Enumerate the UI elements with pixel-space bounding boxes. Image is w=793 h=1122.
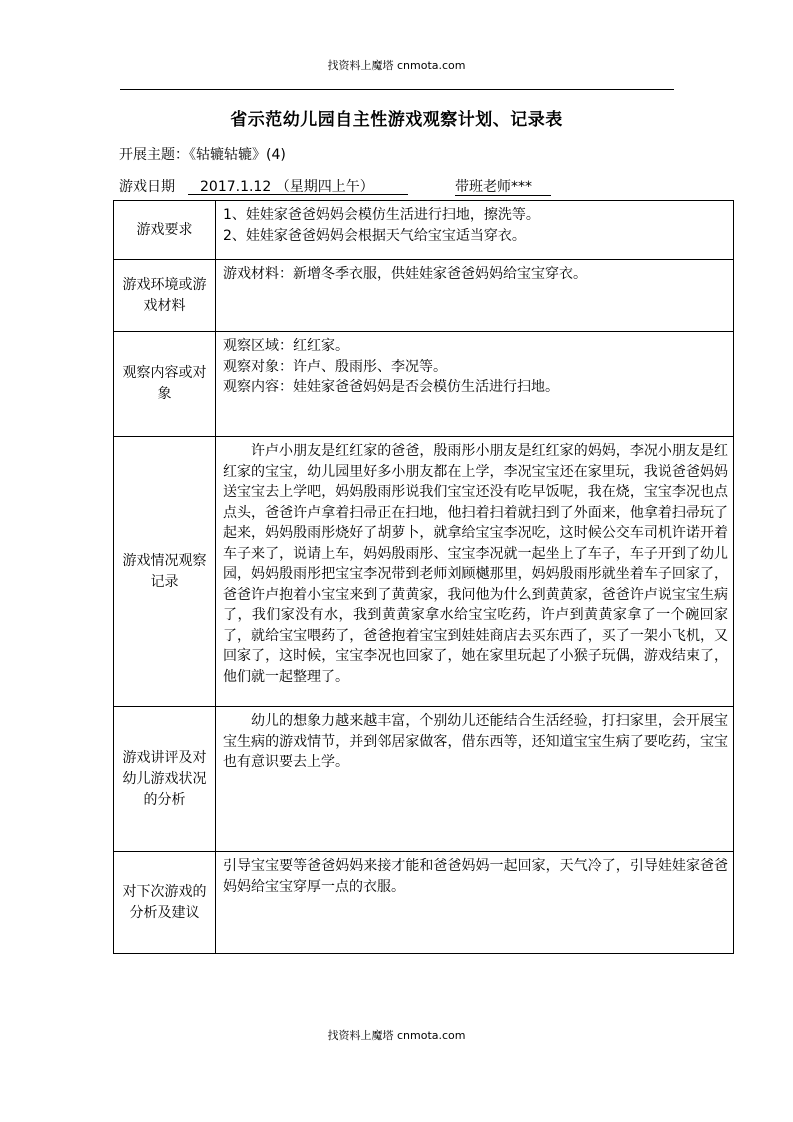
requirement-line: 2、娃娃家爸爸妈妈会根据天气给宝宝适当穿衣。 — [223, 227, 526, 244]
header-divider — [120, 89, 674, 90]
content-observation — [216, 332, 734, 437]
theme-line — [119, 144, 286, 164]
label-observation: 观察内容或对象 — [114, 332, 216, 437]
theme-value: 《轱辘轱辘》(4) — [189, 147, 286, 163]
page-header: 找资料上魔塔 cnmota.com — [327, 59, 466, 72]
observation-line: 观察区域：红红家。 — [223, 338, 349, 354]
teacher-value: 带班老师*** — [455, 176, 551, 196]
environment-text: 游戏材料：新增冬季衣服，供娃娃家爸爸妈妈给宝宝穿衣。 — [223, 266, 587, 282]
content-environment — [216, 260, 734, 332]
content-requirements — [216, 201, 734, 260]
content-analysis — [216, 707, 734, 852]
row-record — [114, 437, 734, 707]
content-suggestion — [216, 852, 734, 954]
page-title: 省示范幼儿园自主性游戏观察计划、记录表 — [230, 110, 563, 130]
row-requirements — [114, 201, 734, 260]
observation-table — [113, 200, 734, 954]
row-suggestion — [114, 852, 734, 954]
row-analysis — [114, 707, 734, 852]
record-text: 许卢小朋友是红红家的爸爸，殷雨彤小朋友是红红家的妈妈，李况小朋友是红红家的宝宝，幼儿园里好多小朋友都在上学，李况宝宝还在家里玩，我说爸爸妈妈送宝宝去上学吧，妈妈殷雨彤说我们宝宝还没有吃早饭呢，我在烧，宝宝李况也点点头，爸爸许卢拿着扫帚正在扫地，他扫着扫着就扫到了外面来，他拿着扫帚玩了起来，妈妈殷雨彤烧好了胡萝卜，就拿给宝宝李况吃，这时候公交车司机许诺开着车子来了，说请上车，妈妈殷雨彤、宝宝李况就一起坐上了车子，车子开到了幼儿园，妈妈殷雨彤把宝宝李况带到老师刘顾樾那里，妈妈殷雨彤就坐着车子回家了，爸爸许卢抱着小宝宝来到了黄黄家，我问他为什么到黄黄家，爸爸许卢说宝宝生病了，我们家没有水，我到黄黄家拿水给宝宝吃药，许卢到黄黄家拿了一个碗回家了，就给宝宝喂药了，爸爸抱着宝宝到娃娃商店去买东西了，买了一架小飞机，又回家了，这时候，宝宝李况也回家了，她在家里玩起了小猴子玩偶，游戏结束了，他们就一起整理了。 — [223, 443, 728, 685]
label-record: 游戏情况观察记录 — [114, 437, 216, 707]
observation-line: 观察对象：许卢、殷雨彤、李况等。 — [223, 358, 447, 375]
page-footer: 找资料上魔塔 cnmota.com — [327, 1029, 466, 1042]
date-label: 游戏日期 — [119, 179, 175, 195]
label-analysis: 游戏讲评及对幼儿游戏状况的分析 — [114, 707, 216, 852]
label-requirements: 游戏要求 — [114, 201, 216, 260]
requirement-line: 1、娃娃家爸爸妈妈会模仿生活进行扫地，擦洗等。 — [223, 207, 540, 223]
label-environment: 游戏环境或游戏材料 — [114, 260, 216, 332]
row-environment — [114, 260, 734, 332]
label-suggestion: 对下次游戏的分析及建议 — [114, 852, 216, 954]
content-record — [216, 437, 734, 707]
analysis-text: 幼儿的想象力越来越丰富，个别幼儿还能结合生活经验，打扫家里，会开展宝宝生病的游戏情节，并到邻居家做客，借东西等，还知道宝宝生病了要吃药，宝宝也有意识要去上学。 — [223, 713, 728, 770]
suggestion-text: 引导宝宝要等爸爸妈妈来接才能和爸爸妈妈一起回家，天气冷了，引导娃娃家爸爸妈妈给宝宝穿厚一点的衣服。 — [223, 858, 728, 895]
observation-line: 观察内容：娃娃家爸爸妈妈是否会模仿生活进行扫地。 — [223, 379, 559, 395]
row-observation — [114, 332, 734, 437]
theme-label: 开展主题： — [119, 147, 189, 163]
date-value: 2017.1.12 （星期四上午） — [188, 176, 408, 195]
